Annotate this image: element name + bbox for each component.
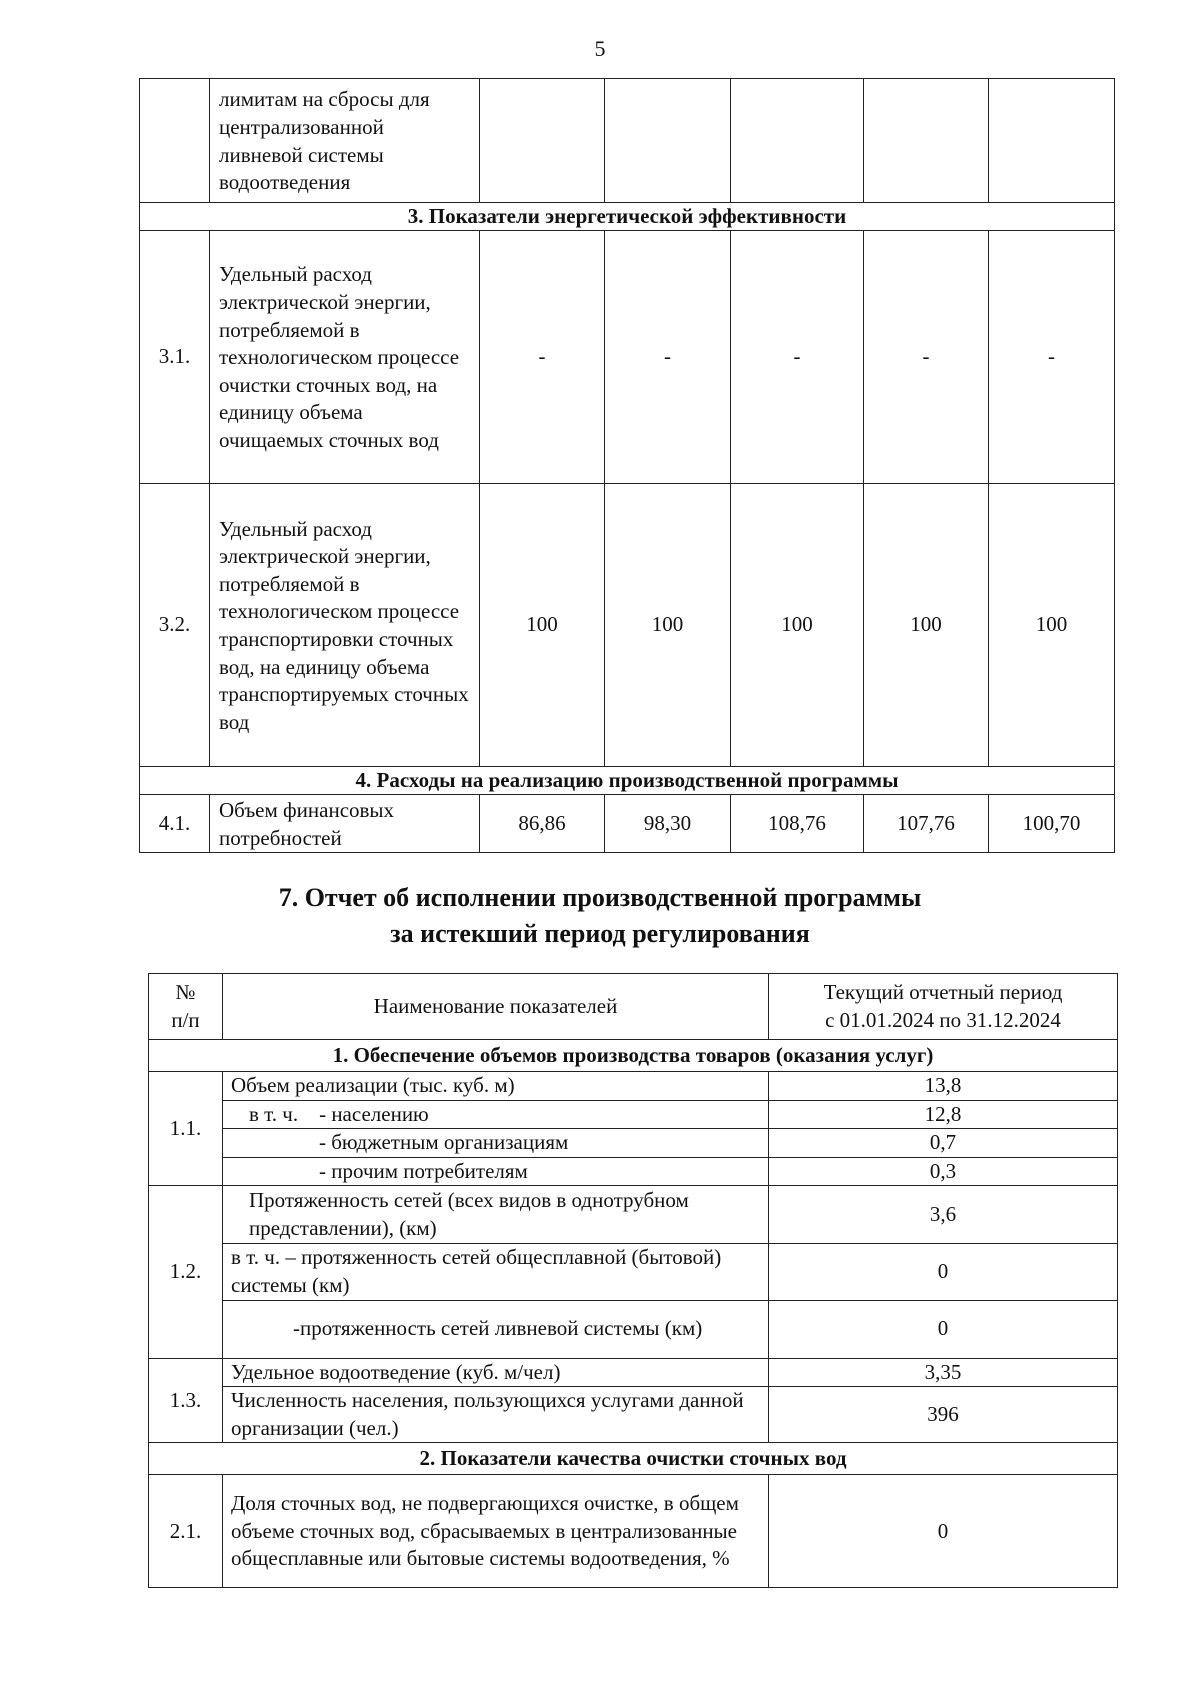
row-number: 2.1.	[149, 1475, 223, 1588]
table-row	[149, 1475, 1118, 1588]
indicator-name: Доля сточных вод, не подвергающихся очистке, в общем объеме сточных вод, сбрасываемых в централизованные общесплавные или бытовые системы водоотведения, %	[223, 1475, 769, 1588]
section-title-wastewater-treatment-quality: 2. Показатели качества очистки сточных вод	[149, 1443, 1118, 1475]
row-number: 1.2.	[149, 1186, 223, 1358]
value-cell: 3,6	[769, 1186, 1118, 1244]
value-cell: 100	[731, 484, 864, 767]
indicator-name: Удельное водоотведение (куб. м/чел)	[223, 1358, 769, 1387]
table-row	[149, 1244, 1118, 1300]
value-cell: 107,76	[864, 795, 989, 853]
value-cell: 0	[769, 1300, 1118, 1358]
value-cell: 98,30	[605, 795, 731, 853]
value-cell: 0	[769, 1475, 1118, 1588]
table-row	[149, 1358, 1118, 1387]
indicator-name: Протяженность сетей (всех видов в однотрубном представлении), (км)	[223, 1186, 769, 1244]
value-cell: 100,70	[989, 795, 1115, 853]
header-period-line-1: Текущий отчетный период	[823, 979, 1063, 1004]
value-cell: -	[731, 231, 864, 484]
row-number: 3.1.	[140, 231, 210, 484]
header-reporting-period	[769, 974, 1118, 1040]
row-number: 4.1.	[140, 795, 210, 853]
header-num-line-1: №	[175, 979, 196, 1004]
table-cell	[140, 79, 210, 203]
value-cell: 100	[480, 484, 605, 767]
value-cell: 0	[769, 1244, 1118, 1300]
value-cell: -	[605, 231, 731, 484]
indicator-name: в т. ч. – протяженность сетей общесплавной (бытовой) системы (км)	[223, 1244, 769, 1300]
value-cell: 108,76	[731, 795, 864, 853]
value-cell: 86,86	[480, 795, 605, 853]
value-cell: 100	[989, 484, 1115, 767]
heading-line-1: 7. Отчет об исполнении производственной программы	[278, 883, 922, 912]
indicator-name: Удельный расход электрической энергии, потребляемой в технологическом процессе транспортировки сточных вод, на единицу объема транспортируемых сточных вод	[210, 484, 480, 767]
table-row	[149, 1072, 1118, 1101]
table-cell	[731, 79, 864, 203]
table-row	[140, 79, 1115, 203]
section-title-production-volume: 1. Обеспечение объемов производства товаров (оказания услуг)	[149, 1040, 1118, 1072]
header-num	[149, 974, 223, 1040]
row-number: 1.1.	[149, 1072, 223, 1186]
program-execution-report-table	[148, 973, 1118, 1588]
value-cell: 0,7	[769, 1129, 1118, 1158]
value-cell: -	[480, 231, 605, 484]
table-row	[140, 795, 1115, 853]
table-row	[149, 1157, 1118, 1186]
value-cell: 100	[605, 484, 731, 767]
table-row	[149, 1129, 1118, 1158]
table-row	[149, 1387, 1118, 1443]
table-cell	[605, 79, 731, 203]
indicator-name: Объем реализации (тыс. куб. м)	[223, 1072, 769, 1101]
table-cell	[989, 79, 1115, 203]
value-cell: 12,8	[769, 1100, 1118, 1129]
section-row	[140, 203, 1115, 231]
value-cell: 396	[769, 1387, 1118, 1443]
value-cell: -	[864, 231, 989, 484]
indicator-name: -протяженность сетей ливневой системы (км)	[223, 1300, 769, 1358]
section-title-program-expenses: 4. Расходы на реализацию производственной программы	[140, 767, 1115, 795]
value-cell: 13,8	[769, 1072, 1118, 1101]
indicator-name: Численность населения, пользующихся услугами данной организации (чел.)	[223, 1387, 769, 1443]
production-program-table-continuation	[139, 78, 1115, 853]
value-cell: 100	[864, 484, 989, 767]
table-row	[149, 1100, 1118, 1129]
table-row	[149, 1186, 1118, 1244]
continuation-text: лимитам на сбросы для централизованной ливневой системы водоотведения	[210, 79, 480, 203]
value-cell: -	[989, 231, 1115, 484]
section-row	[149, 1443, 1118, 1475]
indicator-name: Удельный расход электрической энергии, потребляемой в технологическом процессе очистки сточных вод, на единицу объема очищаемых сточных вод	[210, 231, 480, 484]
value-cell: 3,35	[769, 1358, 1118, 1387]
header-indicator-name: Наименование показателей	[223, 974, 769, 1040]
header-period-line-2: с 01.01.2024 по 31.12.2024	[825, 1007, 1061, 1032]
indicator-name: в т. ч. - населению	[223, 1100, 769, 1129]
table-cell	[864, 79, 989, 203]
section-row	[149, 1040, 1118, 1072]
indicator-name: - прочим потребителям	[223, 1157, 769, 1186]
page-number: 5	[594, 36, 606, 61]
header-num-line-2: п/п	[171, 1007, 200, 1032]
table-row	[140, 231, 1115, 484]
table-row	[149, 1300, 1118, 1358]
table-cell	[480, 79, 605, 203]
section-row	[140, 767, 1115, 795]
indicator-name: Объем финансовых потребностей	[210, 795, 480, 853]
row-number: 1.3.	[149, 1358, 223, 1443]
table-row	[140, 484, 1115, 767]
heading-line-2: за истекший период регулирования	[390, 919, 810, 948]
table-header-row	[149, 974, 1118, 1040]
indicator-name: - бюджетным организациям	[223, 1129, 769, 1158]
row-number: 3.2.	[140, 484, 210, 767]
section-heading	[0, 880, 1200, 952]
value-cell: 0,3	[769, 1157, 1118, 1186]
section-title-energy-efficiency: 3. Показатели энергетической эффективности	[140, 203, 1115, 231]
